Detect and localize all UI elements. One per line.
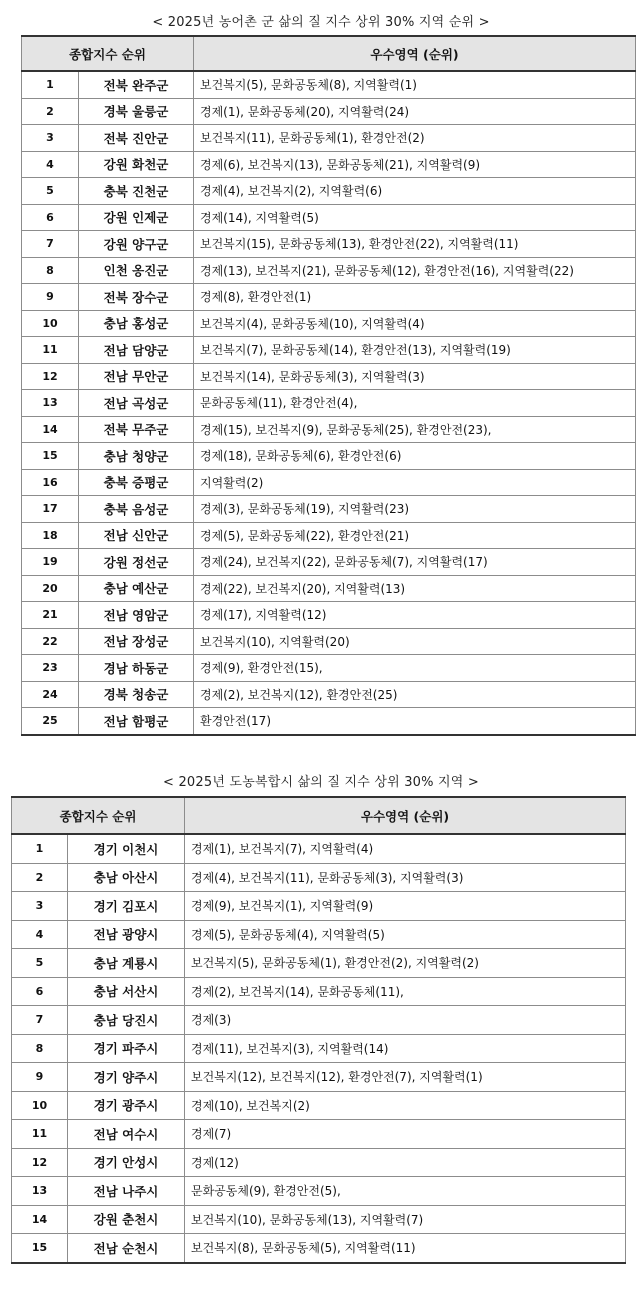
areas-cell: 경제(24), 보건복지(22), 문화공동체(7), 지역활력(17) [194,549,636,576]
region-cell: 인천 옹진군 [79,257,194,284]
table-row [22,469,636,496]
header-areas: 우수영역 (순위) [194,36,636,71]
table-row [22,390,636,417]
rank-cell: 8 [22,257,79,284]
areas-cell: 경제(5), 문화공동체(4), 지역활력(5) [185,920,626,949]
region-cell: 전남 장성군 [79,628,194,655]
rank-cell: 7 [12,1006,68,1035]
table-row [12,863,626,892]
table-row [22,151,636,178]
table-row [12,1148,626,1177]
areas-cell: 경제(5), 문화공동체(22), 환경안전(21) [194,522,636,549]
rank-cell: 17 [22,496,79,523]
rank-cell: 6 [12,977,68,1006]
table-row [12,1177,626,1206]
areas-cell: 경제(1), 보건복지(7), 지역활력(4) [185,834,626,863]
areas-cell: 경제(10), 보건복지(2) [185,1091,626,1120]
table-row [22,98,636,125]
table-row [22,125,636,152]
table-row [22,337,636,364]
rank-cell: 4 [12,920,68,949]
region-cell: 전남 무안군 [79,363,194,390]
table-row [22,496,636,523]
rank-cell: 11 [12,1120,68,1149]
region-cell: 경기 양주시 [68,1063,185,1092]
region-cell: 강원 화천군 [79,151,194,178]
rank-cell: 9 [12,1063,68,1092]
table-row [22,708,636,735]
rank-cell: 20 [22,575,79,602]
rank-cell: 12 [12,1148,68,1177]
rank-cell: 19 [22,549,79,576]
region-cell: 경기 광주시 [68,1091,185,1120]
table-header-row [22,36,636,71]
region-cell: 강원 춘천시 [68,1205,185,1234]
areas-cell: 경제(4), 보건복지(11), 문화공동체(3), 지역활력(3) [185,863,626,892]
rank-cell: 14 [12,1205,68,1234]
table2-caption: < 2025년 도농복합시 삶의 질 지수 상위 30% 지역 > [163,775,479,790]
table-row [12,1205,626,1234]
rank-cell: 13 [22,390,79,417]
header-rank: 종합지수 순위 [22,36,194,71]
table-row [22,204,636,231]
table-row [22,655,636,682]
table-row [12,1234,626,1263]
table-row [22,443,636,470]
table-row [12,1006,626,1035]
table-row [22,522,636,549]
areas-cell: 문화공동체(9), 환경안전(5), [185,1177,626,1206]
region-cell: 충북 음성군 [79,496,194,523]
areas-cell: 경제(12) [185,1148,626,1177]
areas-cell: 경제(2), 보건복지(12), 환경안전(25) [194,681,636,708]
rank-cell: 1 [12,834,68,863]
region-cell: 경북 청송군 [79,681,194,708]
table-row [22,257,636,284]
rank-cell: 8 [12,1034,68,1063]
areas-cell: 환경안전(17) [194,708,636,735]
areas-cell: 보건복지(7), 문화공동체(14), 환경안전(13), 지역활력(19) [194,337,636,364]
areas-cell: 보건복지(14), 문화공동체(3), 지역활력(3) [194,363,636,390]
areas-cell: 경제(3) [185,1006,626,1035]
region-cell: 전북 무주군 [79,416,194,443]
areas-cell: 보건복지(15), 문화공동체(13), 환경안전(22), 지역활력(11) [194,231,636,258]
region-cell: 경기 김포시 [68,892,185,921]
header-areas: 우수영역 (순위) [185,797,626,834]
table-row [12,977,626,1006]
region-cell: 충북 진천군 [79,178,194,205]
rank-cell: 24 [22,681,79,708]
region-cell: 강원 정선군 [79,549,194,576]
table-row [22,310,636,337]
rank-cell: 2 [22,98,79,125]
rank-cell: 18 [22,522,79,549]
region-cell: 경기 이천시 [68,834,185,863]
table-row [22,628,636,655]
rank-cell: 13 [12,1177,68,1206]
areas-cell: 경제(11), 보건복지(3), 지역활력(14) [185,1034,626,1063]
region-cell: 전남 광양시 [68,920,185,949]
region-cell: 충남 청양군 [79,443,194,470]
region-cell: 충남 예산군 [79,575,194,602]
table-row [12,892,626,921]
region-cell: 전남 담양군 [79,337,194,364]
rank-cell: 14 [22,416,79,443]
region-cell: 전남 영암군 [79,602,194,629]
region-cell: 전북 장수군 [79,284,194,311]
table-row [12,920,626,949]
rank-cell: 3 [12,892,68,921]
rank-cell: 15 [12,1234,68,1263]
rank-cell: 4 [22,151,79,178]
region-cell: 충남 계룡시 [68,949,185,978]
areas-cell: 경제(13), 보건복지(21), 문화공동체(12), 환경안전(16), 지역활력(22) [194,257,636,284]
region-cell: 충남 서산시 [68,977,185,1006]
rank-cell: 10 [12,1091,68,1120]
areas-cell: 경제(14), 지역활력(5) [194,204,636,231]
region-cell: 강원 양구군 [79,231,194,258]
table-row [12,949,626,978]
region-cell: 경북 울릉군 [79,98,194,125]
table-row [12,1120,626,1149]
table-row [12,1034,626,1063]
rank-cell: 16 [22,469,79,496]
rank-cell: 21 [22,602,79,629]
table-row [12,834,626,863]
rank-cell: 7 [22,231,79,258]
areas-cell: 보건복지(10), 지역활력(20) [194,628,636,655]
table1-caption: < 2025년 농어촌 군 삶의 질 지수 상위 30% 지역 순위 > [152,15,490,30]
areas-cell: 경제(2), 보건복지(14), 문화공동체(11), [185,977,626,1006]
rank-cell: 6 [22,204,79,231]
areas-cell: 보건복지(4), 문화공동체(10), 지역활력(4) [194,310,636,337]
region-cell: 전남 여수시 [68,1120,185,1149]
areas-cell: 지역활력(2) [194,469,636,496]
rank-cell: 12 [22,363,79,390]
areas-cell: 보건복지(8), 문화공동체(5), 지역활력(11) [185,1234,626,1263]
areas-cell: 경제(8), 환경안전(1) [194,284,636,311]
table-row [22,178,636,205]
areas-cell: 경제(18), 문화공동체(6), 환경안전(6) [194,443,636,470]
areas-cell: 경제(9), 보건복지(1), 지역활력(9) [185,892,626,921]
table-header-row [12,797,626,834]
rank-cell: 5 [22,178,79,205]
table-row [22,416,636,443]
region-cell: 충남 아산시 [68,863,185,892]
table-row [12,1091,626,1120]
region-cell: 전남 나주시 [68,1177,185,1206]
rank-cell: 10 [22,310,79,337]
region-cell: 전북 완주군 [79,71,194,98]
region-cell: 전북 진안군 [79,125,194,152]
areas-cell: 보건복지(12), 보건복지(12), 환경안전(7), 지역활력(1) [185,1063,626,1092]
areas-cell: 경제(1), 문화공동체(20), 지역활력(24) [194,98,636,125]
rank-cell: 11 [22,337,79,364]
areas-cell: 보건복지(10), 문화공동체(13), 지역활력(7) [185,1205,626,1234]
rank-cell: 5 [12,949,68,978]
region-cell: 전남 순천시 [68,1234,185,1263]
region-cell: 경기 안성시 [68,1148,185,1177]
table-row [22,602,636,629]
areas-cell: 경제(15), 보건복지(9), 문화공동체(25), 환경안전(23), [194,416,636,443]
rank-cell: 2 [12,863,68,892]
rank-cell: 25 [22,708,79,735]
region-cell: 충남 당진시 [68,1006,185,1035]
table-row [12,1063,626,1092]
city-ranking-table [11,796,626,1264]
table-row [22,231,636,258]
region-cell: 경기 파주시 [68,1034,185,1063]
rank-cell: 23 [22,655,79,682]
areas-cell: 경제(4), 보건복지(2), 지역활력(6) [194,178,636,205]
areas-cell: 보건복지(5), 문화공동체(1), 환경안전(2), 지역활력(2) [185,949,626,978]
header-rank: 종합지수 순위 [12,797,185,834]
table-row [22,549,636,576]
rank-cell: 9 [22,284,79,311]
rank-cell: 22 [22,628,79,655]
region-cell: 전남 신안군 [79,522,194,549]
table-row [22,284,636,311]
areas-cell: 경제(3), 문화공동체(19), 지역활력(23) [194,496,636,523]
table-row [22,575,636,602]
areas-cell: 문화공동체(11), 환경안전(4), [194,390,636,417]
areas-cell: 보건복지(11), 문화공동체(1), 환경안전(2) [194,125,636,152]
areas-cell: 경제(9), 환경안전(15), [194,655,636,682]
areas-cell: 경제(6), 보건복지(13), 문화공동체(21), 지역활력(9) [194,151,636,178]
rank-cell: 1 [22,71,79,98]
table-row [22,71,636,98]
region-cell: 충남 홍성군 [79,310,194,337]
region-cell: 충북 증평군 [79,469,194,496]
region-cell: 전남 곡성군 [79,390,194,417]
table-row [22,681,636,708]
table-row [22,363,636,390]
areas-cell: 경제(17), 지역활력(12) [194,602,636,629]
areas-cell: 경제(7) [185,1120,626,1149]
region-cell: 전남 함평군 [79,708,194,735]
areas-cell: 보건복지(5), 문화공동체(8), 지역활력(1) [194,71,636,98]
county-ranking-table [21,35,636,736]
areas-cell: 경제(22), 보건복지(20), 지역활력(13) [194,575,636,602]
rank-cell: 15 [22,443,79,470]
region-cell: 강원 인제군 [79,204,194,231]
rank-cell: 3 [22,125,79,152]
region-cell: 경남 하동군 [79,655,194,682]
